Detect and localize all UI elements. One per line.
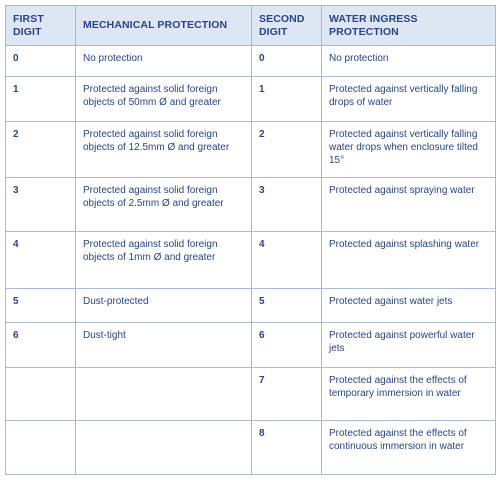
second-digit-cell: 0 bbox=[252, 46, 322, 77]
first-digit-cell: 3 bbox=[6, 178, 76, 231]
table-row bbox=[6, 46, 496, 77]
second-digit-cell: 8 bbox=[252, 420, 322, 474]
water-protection-cell: No protection bbox=[322, 46, 496, 77]
first-digit-cell: 4 bbox=[6, 231, 76, 288]
table-row bbox=[6, 420, 496, 474]
water-protection-cell: Protected against the effects of temporary immersion in water bbox=[322, 368, 496, 420]
first-digit-cell bbox=[6, 368, 76, 420]
header-second-digit-line1: SECOND bbox=[259, 12, 305, 25]
first-digit-cell: 5 bbox=[6, 289, 76, 323]
first-digit-cell bbox=[6, 420, 76, 474]
header-second-digit bbox=[252, 6, 322, 46]
mechanical-protection-cell bbox=[76, 368, 252, 420]
table-body bbox=[6, 46, 496, 475]
mechanical-protection-cell: Dust-tight bbox=[76, 323, 252, 368]
first-digit-cell: 2 bbox=[6, 121, 76, 177]
table-row bbox=[6, 76, 496, 121]
second-digit-cell: 3 bbox=[252, 178, 322, 231]
mechanical-protection-cell: Protected against solid foreign objects of 12.5mm Ø and greater bbox=[76, 121, 252, 177]
header-first-digit: FIRST DIGIT bbox=[6, 6, 76, 46]
header-mechanical-protection: MECHANICAL PROTECTION bbox=[76, 6, 252, 46]
water-protection-cell: Protected against splashing water bbox=[322, 231, 496, 288]
table-row bbox=[6, 178, 496, 231]
second-digit-cell: 1 bbox=[252, 76, 322, 121]
water-protection-cell: Protected against water jets bbox=[322, 289, 496, 323]
header-water-ingress-protection: WATER INGRESS PROTECTION bbox=[322, 6, 496, 46]
first-digit-cell: 6 bbox=[6, 323, 76, 368]
ip-rating-document bbox=[5, 5, 495, 475]
ip-rating-table bbox=[5, 5, 496, 475]
table-row bbox=[6, 323, 496, 368]
mechanical-protection-cell: Protected against solid foreign objects of 2.5mm Ø and greater bbox=[76, 178, 252, 231]
table-header bbox=[6, 6, 496, 46]
mechanical-protection-cell: No protection bbox=[76, 46, 252, 77]
mechanical-protection-cell: Dust-protected bbox=[76, 289, 252, 323]
second-digit-cell: 7 bbox=[252, 368, 322, 420]
header-second-digit-line2: DIGIT bbox=[259, 25, 288, 38]
table-row bbox=[6, 121, 496, 177]
mechanical-protection-cell: Protected against solid foreign objects of 50mm Ø and greater bbox=[76, 76, 252, 121]
mechanical-protection-cell bbox=[76, 420, 252, 474]
first-digit-cell: 0 bbox=[6, 46, 76, 77]
table-row bbox=[6, 231, 496, 288]
water-protection-cell: Protected against vertically falling drops of water bbox=[322, 76, 496, 121]
water-protection-cell: Protected against the effects of continuous immersion in water bbox=[322, 420, 496, 474]
table-row bbox=[6, 289, 496, 323]
header-row bbox=[6, 6, 496, 46]
second-digit-cell: 4 bbox=[252, 231, 322, 288]
second-digit-cell: 2 bbox=[252, 121, 322, 177]
table-row bbox=[6, 368, 496, 420]
mechanical-protection-cell: Protected against solid foreign objects of 1mm Ø and greater bbox=[76, 231, 252, 288]
water-protection-cell: Protected against powerful water jets bbox=[322, 323, 496, 368]
first-digit-cell: 1 bbox=[6, 76, 76, 121]
water-protection-cell: Protected against spraying water bbox=[322, 178, 496, 231]
second-digit-cell: 5 bbox=[252, 289, 322, 323]
second-digit-cell: 6 bbox=[252, 323, 322, 368]
water-protection-cell: Protected against vertically falling water drops when enclosure tilted 15° bbox=[322, 121, 496, 177]
